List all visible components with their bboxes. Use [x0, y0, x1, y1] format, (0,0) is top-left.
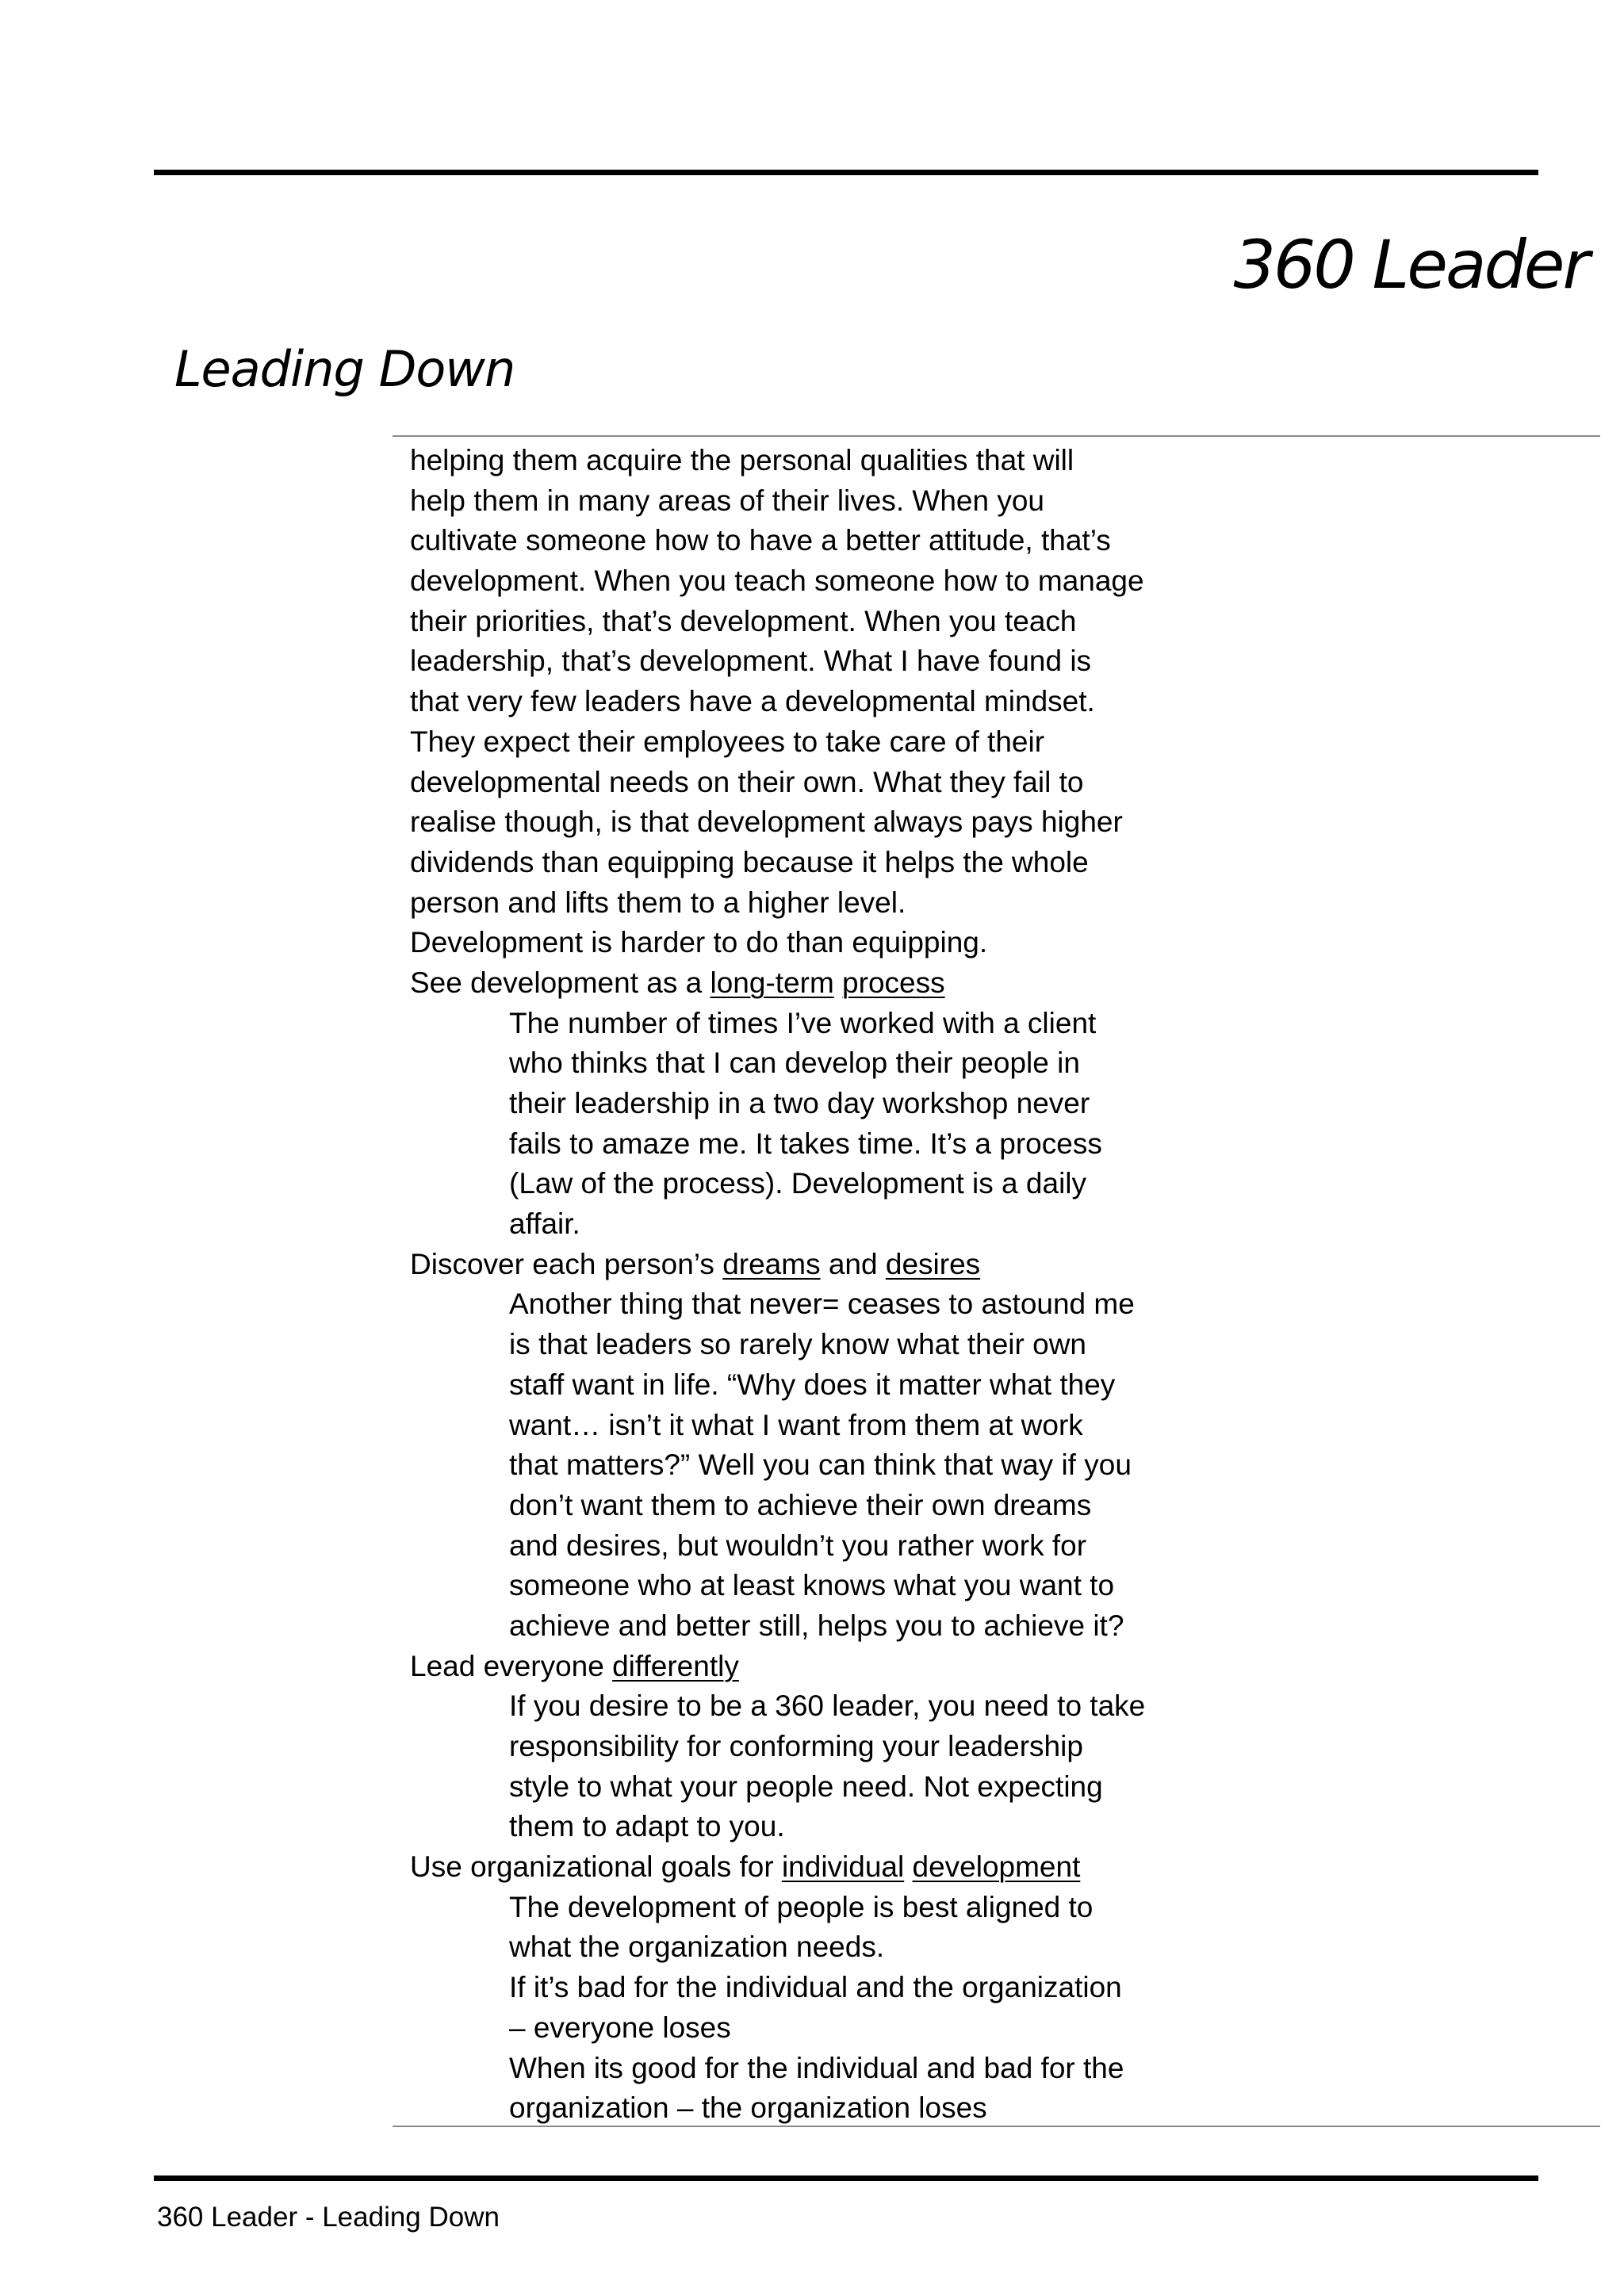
- body-line-indented: is that leaders so rarely know what their own: [509, 1328, 1087, 1361]
- underlined-term: development: [912, 1850, 1081, 1884]
- body-line-indented: responsibility for conforming your leadership: [509, 1730, 1083, 1762]
- body-line: helping them acquire the personal qualities that will: [410, 444, 1074, 476]
- body-line-indented: their leadership in a two day workshop never: [509, 1087, 1090, 1119]
- body-line: person and lifts them to a higher level.: [410, 886, 906, 919]
- underlined-term: individual: [781, 1850, 905, 1884]
- header-rule: [154, 170, 1538, 175]
- body-line: leadership, that’s development. What I have found is: [410, 645, 1092, 678]
- body-line-indented: Another thing that never= ceases to astound me: [509, 1288, 1135, 1321]
- body-line-indented: what the organization needs.: [509, 1931, 885, 1964]
- body-line-indented: If you desire to be a 360 leader, you need to take: [509, 1689, 1146, 1723]
- body-line: cultivate someone how to have a better attitude, that’s: [410, 524, 1111, 557]
- body-line-indented: want… isn’t it what I want from them at work: [509, 1408, 1083, 1441]
- footer-rule: [154, 2175, 1538, 2181]
- heading-long-term-process: [410, 963, 1251, 1004]
- body-line-indented: If it’s bad for the individual and the organization: [509, 1971, 1122, 2004]
- body-line-indented: achieve and better still, helps you to achieve it?: [509, 1609, 1124, 1642]
- content-box-top-border: [393, 435, 1600, 437]
- section-title: Leading Down: [174, 340, 515, 398]
- heading-lead-differently: [410, 1647, 1251, 1687]
- body-line: help them in many areas of their lives. When you: [410, 484, 1044, 517]
- body-line: development. When you teach someone how to manage: [410, 564, 1144, 598]
- page-footer: 360 Leader - Leading Down: [157, 2202, 500, 2233]
- body-line-indented: The development of people is best aligned to: [509, 1890, 1094, 1923]
- underlined-term: desires: [885, 1247, 981, 1280]
- body-line-indented: and desires, but wouldn’t you rather work for: [509, 1529, 1087, 1562]
- heading-dreams-desires: Discover each person’s dreams and desires: [410, 1247, 981, 1280]
- body-line-indented: don’t want them to achieve their own dreams: [509, 1488, 1092, 1521]
- body-line: dividends than equipping because it helps the whole: [410, 845, 1089, 878]
- heading-text: Lead everyone: [410, 1649, 613, 1682]
- heading-organizational-goals: [410, 1847, 1251, 1888]
- content-body: [410, 441, 1251, 2129]
- body-line-indented: organization – the organization loses: [509, 2091, 987, 2125]
- body-line: realise though, is that development always pays higher: [410, 806, 1123, 839]
- body-line-indented: style to what your people need. Not expecting: [509, 1770, 1103, 1803]
- body-line-indented: them to adapt to you.: [509, 1810, 785, 1843]
- heading-text: Discover each person’s: [410, 1247, 723, 1280]
- body-line-indented: that matters?” Well you can think that way if you: [509, 1448, 1132, 1482]
- body-line-indented: someone who at least knows what you want to: [509, 1569, 1115, 1602]
- heading-text: Use organizational goals for: [410, 1850, 782, 1884]
- body-line: Development is harder to do than equipping.: [410, 926, 988, 959]
- underlined-term: process: [842, 966, 945, 999]
- body-line: They expect their employees to take care of their: [410, 725, 1045, 758]
- underlined-term: differently: [612, 1649, 739, 1682]
- heading-text: See development as a: [410, 966, 710, 999]
- body-line: their priorities, that’s development. When you teach: [410, 604, 1077, 637]
- body-line-indented: – everyone loses: [509, 2011, 731, 2044]
- body-line-indented: (Law of the process). Development is a daily: [509, 1167, 1087, 1200]
- body-line-indented: staff want in life. “Why does it matter what they: [509, 1368, 1116, 1401]
- underlined-term: long-term: [710, 966, 834, 999]
- body-line: developmental needs on their own. What they fail to: [410, 765, 1084, 798]
- body-line-indented: The number of times I’ve worked with a client: [509, 1006, 1097, 1039]
- body-line-indented: affair.: [509, 1207, 580, 1241]
- body-line-indented: When its good for the individual and bad for the: [509, 2051, 1124, 2084]
- body-line: that very few leaders have a developmental mindset.: [410, 685, 1095, 718]
- underlined-term: dreams: [722, 1247, 821, 1280]
- body-line-indented: who thinks that I can develop their people in: [509, 1047, 1080, 1080]
- body-line-indented: fails to amaze me. It takes time. It’s a process: [509, 1127, 1102, 1160]
- document-title: 360 Leader: [1233, 226, 1588, 304]
- content-box-bottom-border: [393, 2126, 1600, 2127]
